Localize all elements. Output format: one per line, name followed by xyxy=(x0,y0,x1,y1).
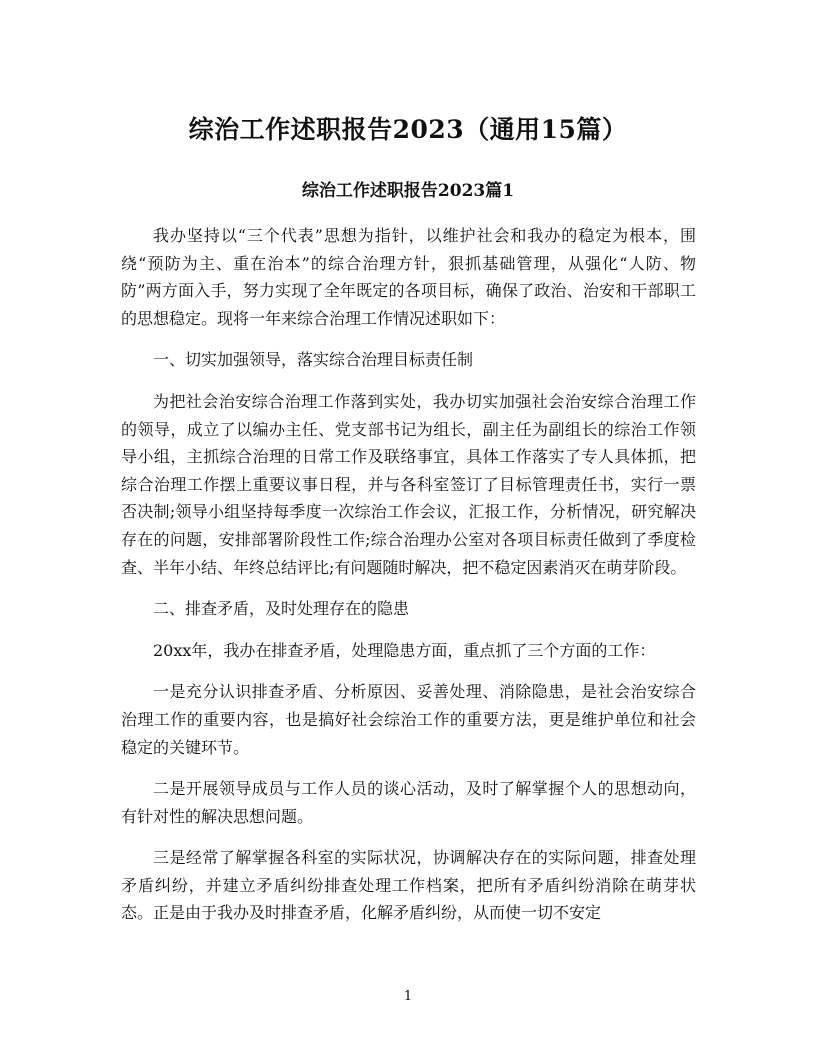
paragraph-leadership: 为把社会治安综合治理工作落到实处，我办切实加强社会治安综合治理工作的领导，成立了以编办主任、党支部书记为组长，副主任为副组长的综治工作领导小组，主抓综合治理的日常工作及联络事宜，具体工作落实了专人具体抓，把综合治理工作摆上重要议事日程，并与各科室签订了目标管理责任书，实行一票否决制;领导小组坚持每季度一次综治工作会议，汇报工作，分析情况，研究解决存在的问题，安排部署阶段性工作;综合治理办公室对各项目标责任做到了季度检查、半年小结、年终总结评比;有问题随时解决，把不稳定因素消灭在萌芽阶段。 xyxy=(121,391,696,577)
heading-two: 二、排查矛盾，及时处理存在的隐患 xyxy=(153,599,410,619)
heading-one: 一、切实加强领导，落实综合治理目标责任制 xyxy=(153,350,474,370)
document-body xyxy=(121,222,696,941)
paragraph-year-summary: 20xx年，我办在排查矛盾，处理隐患方面，重点抓了三个方面的工作： xyxy=(153,640,656,660)
section-title: 综治工作述职报告2023篇1 xyxy=(301,181,515,201)
paragraph-point-two: 二是开展领导成员与工作人员的谈心活动，及时了解掌握个人的思想动向，有针对性的解决思想问题。 xyxy=(121,779,696,826)
paragraph-point-one: 一是充分认识排查矛盾、分析原因、妥善处理、消除隐患，是社会治安综合治理工作的重要内容，也是搞好社会综治工作的重要方法，更是维护单位和社会稳定的关键环节。 xyxy=(121,682,696,757)
paragraph-point-three: 三是经常了解掌握各科室的实际状况，协调解决存在的实际问题，排查处理矛盾纠纷，并建立矛盾纠纷排查处理工作档案，把所有矛盾纠纷消除在萌芽状态。正是由于我办及时排查矛盾，化解矛盾纠纷，从而使一切不安定 xyxy=(121,848,696,923)
page-number: 1 xyxy=(403,989,413,1004)
paragraph-intro: 我办坚持以“三个代表”思想为指针，以维护社会和我办的稳定为根本，围绕“预防为主、重在治本”的综合治理方针，狠抓基础管理，从强化“人防、物防”两方面入手，努力实现了全年既定的各项目标，确保了政治、治安和干部职工的思想稳定。现将一年来综合治理工作情况述职如下： xyxy=(121,226,696,328)
document-title: 综治工作述职报告2023（通用15篇） xyxy=(188,115,628,144)
